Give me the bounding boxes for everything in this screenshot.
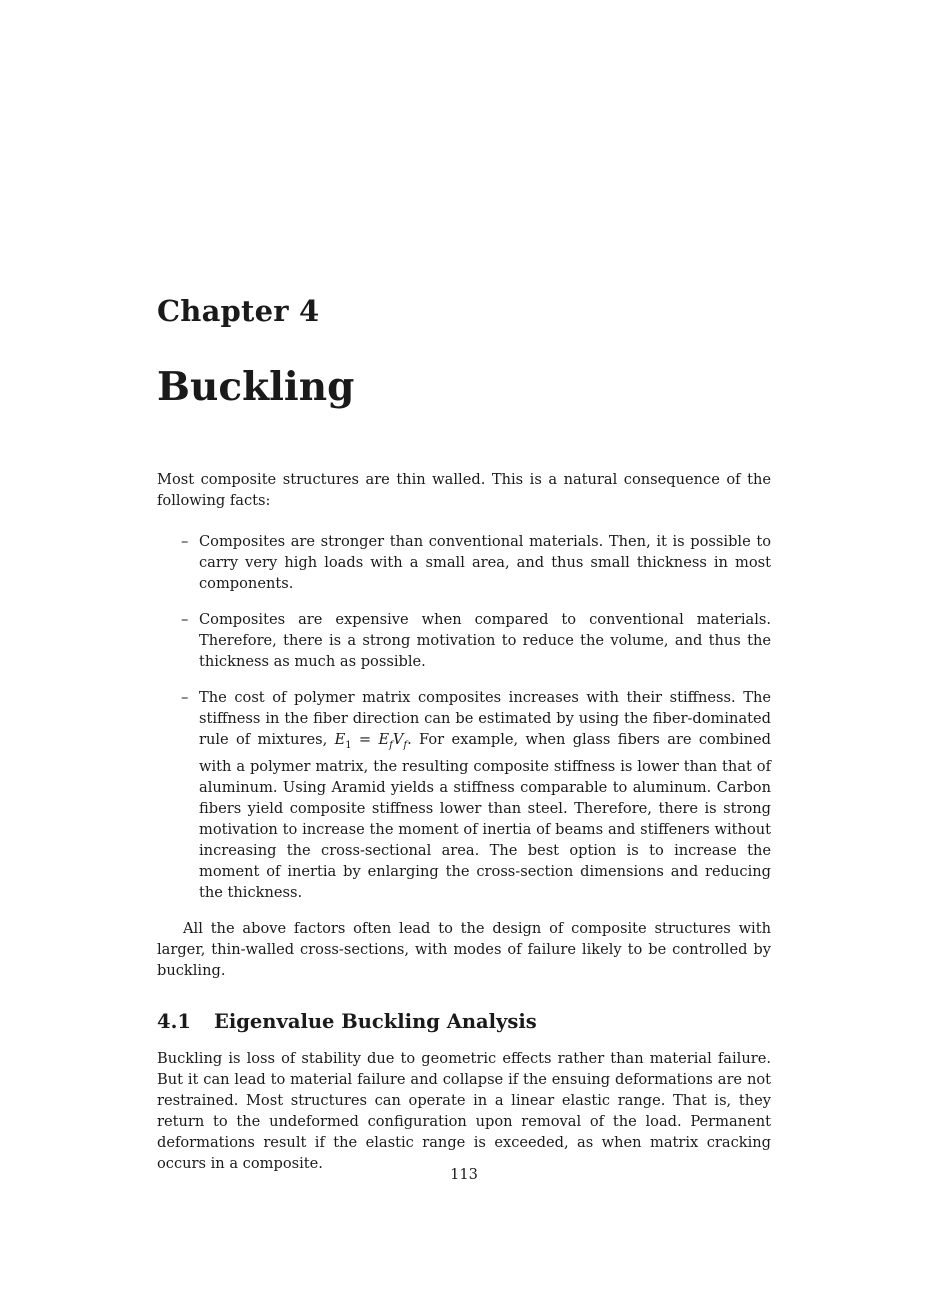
chapter-title: Buckling — [157, 364, 355, 410]
list-dash: – — [181, 611, 189, 628]
section-title: Eigenvalue Buckling Analysis — [214, 1009, 537, 1033]
chapter-body — [157, 469, 771, 1174]
list-item-text: Composites are stronger than conventional materials. Then, it is possible to carry very high loads with a small area, and thus small thickness in most components. — [199, 533, 771, 592]
list-dash: – — [181, 689, 189, 706]
list-item-text: Composites are expensive when compared to conventional materials. Therefore, there is a strong motivation to reduce the volume, and thus the thickness as much as possible. — [199, 611, 771, 670]
list-item — [157, 687, 771, 903]
section-paragraph: Buckling is loss of stability due to geometric effects rather than material failure. But it can lead to material failure and collapse if the ensuing deformations are not restrained. Most structures can operate in a linear elastic range. That is, they return to the undeformed configuration upon removal of the load. Permanent deformations result if the elastic range is exceeded, as when matrix cracking occurs in a composite. — [157, 1049, 771, 1172]
list-item-text-before: The cost of polymer matrix composites increases with their stiffness. The stiffness in the fiber direction can be estimated by using the fiber-dominated rule of mixtures, — [199, 689, 771, 748]
list-item — [157, 609, 771, 672]
chapter-label: Chapter 4 — [157, 294, 320, 328]
section-number: 4.1 — [157, 1009, 191, 1033]
rule-of-mixtures-equation: $E_1 = E_fV_f$ — [334, 731, 408, 751]
page-number: 113 — [450, 1166, 478, 1183]
section-heading — [157, 1011, 771, 1032]
list-item — [157, 531, 771, 594]
list-item-text-after: . For example, when glass fibers are combined with a polymer matrix, the resulting composite stiffness is lower than that of aluminum. Using Aramid yields a stiffness comparable to aluminum. Carbon fibers yield composite stiffness lower than steel. Therefore, there is strong motivation to increase the moment of inertia of beams and stiffeners without increasing the cross-sectional area. The best option is to increase the moment of inertia by enlarging the cross-section dimensions and reducing the thickness. — [199, 731, 772, 901]
intro-paragraph: Most composite structures are thin walled. This is a natural consequence of the following facts: — [157, 471, 771, 509]
list-dash: – — [181, 533, 189, 550]
book-page — [157, 0, 771, 1309]
summary-paragraph: All the above factors often lead to the design of composite structures with larger, thin-walled cross-sections, with modes of failure likely to be controlled by buckling. — [157, 919, 771, 979]
factors-list — [157, 531, 771, 903]
